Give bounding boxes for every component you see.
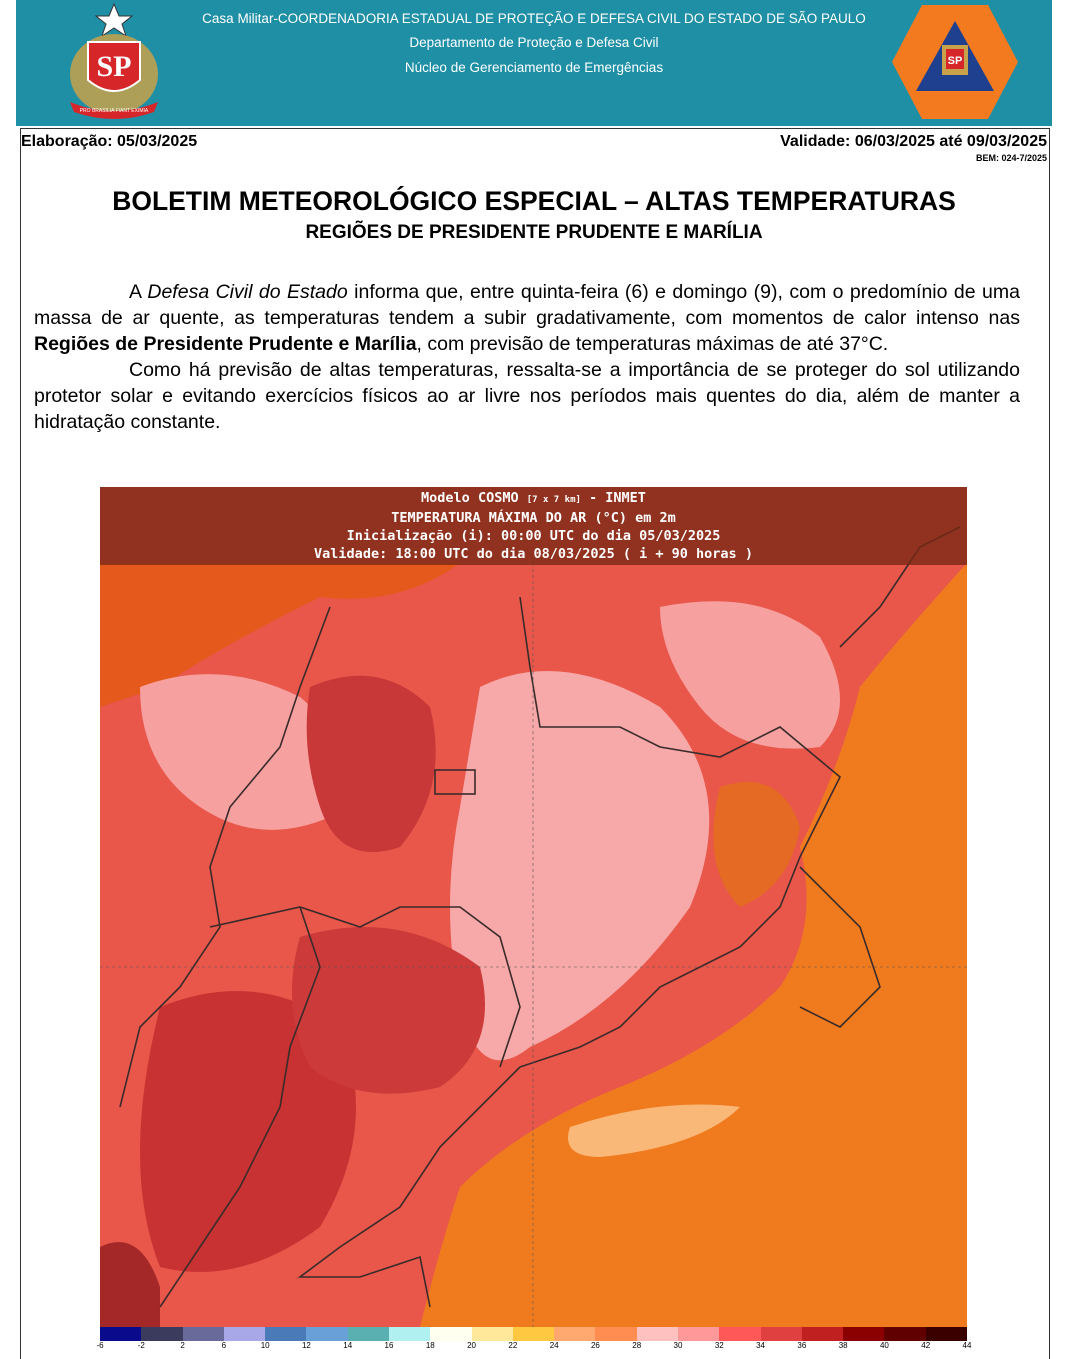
- scale-swatch: [678, 1327, 719, 1341]
- scale-swatch: [926, 1327, 967, 1341]
- svg-text:SP: SP: [96, 50, 132, 83]
- scale-swatch: [554, 1327, 595, 1341]
- scale-tick: 38: [838, 1341, 848, 1350]
- scale-tick: 18: [425, 1341, 435, 1350]
- map-image: [100, 487, 967, 1327]
- validade-date: Validade: 06/03/2025 até 09/03/2025: [780, 133, 1047, 150]
- scale-tick: 10: [260, 1341, 270, 1350]
- scale-swatch: [389, 1327, 430, 1341]
- temperature-color-scale: [100, 1327, 967, 1341]
- bulletin-number: BEM: 024-7/2025: [975, 153, 1047, 163]
- scale-tick: -6: [96, 1341, 104, 1350]
- scale-swatch: [141, 1327, 182, 1341]
- scale-swatch: [100, 1327, 141, 1341]
- bulletin-body: [34, 279, 1020, 435]
- scale-tick: -2: [137, 1341, 145, 1350]
- scale-swatch: [513, 1327, 554, 1341]
- header-line-3: Núcleo de Gerenciamento de Emergências: [404, 60, 664, 75]
- scale-tick: 12: [301, 1341, 311, 1350]
- header-banner: [16, 0, 1052, 126]
- defesa-civil-logo-icon: [890, 3, 1020, 121]
- scale-tick: 42: [921, 1341, 931, 1350]
- elaboracao-date: Elaboração: 05/03/2025: [21, 133, 198, 150]
- scale-swatch: [348, 1327, 389, 1341]
- header-line-1: Casa Militar-COORDENADORIA ESTADUAL DE PROTEÇÃO E DEFESA CIVIL DO ESTADO DE SÃO PAULO: [202, 11, 866, 26]
- scale-tick: 28: [632, 1341, 642, 1350]
- page-subtitle: REGIÕES DE PRESIDENTE PRUDENTE E MARÍLIA: [305, 222, 763, 243]
- scale-swatch: [430, 1327, 471, 1341]
- scale-tick: 36: [797, 1341, 807, 1350]
- scale-swatch: [595, 1327, 636, 1341]
- map-caption: Modelo COSMO [7 x 7 km] - INMET TEMPERATURA MÁXIMA DO AR (°C) em 2m Inicialização (i): 00:00 UTC do dia 05/03/2025 Validade: 18:00 UTC do dia 08/03/2025 ( i + 90 horas ): [100, 487, 967, 565]
- scale-tick: 6: [221, 1341, 227, 1350]
- paragraph-1: A Defesa Civil do Estado informa que, entre quinta-feira (6) e domingo (9), com o predomínio de uma massa de ar quente, as temperaturas tendem a subir gradativamente, com momentos de calor intenso nas Regiões de Presidente Prudente e Marília, com previsão de temperaturas máximas de até 37°C.: [34, 281, 1020, 355]
- scale-swatch: [884, 1327, 925, 1341]
- scale-tick: 26: [590, 1341, 600, 1350]
- scale-tick: 44: [962, 1341, 972, 1350]
- svg-text:SP: SP: [947, 55, 963, 67]
- scale-tick: 24: [549, 1341, 559, 1350]
- page-title: BOLETIM METEOROLÓGICO ESPECIAL – ALTAS TEMPERATURAS: [112, 186, 956, 216]
- scale-tick: 30: [673, 1341, 683, 1350]
- scale-tick-labels: [96, 1341, 972, 1353]
- scale-tick: 22: [508, 1341, 518, 1350]
- scale-swatch: [637, 1327, 678, 1341]
- scale-swatch: [183, 1327, 224, 1341]
- scale-tick: 2: [180, 1341, 185, 1350]
- scale-swatch: [843, 1327, 884, 1341]
- scale-tick: 20: [467, 1341, 477, 1350]
- scale-swatch: [719, 1327, 760, 1341]
- scale-tick: 14: [343, 1341, 353, 1350]
- scale-tick: 40: [879, 1341, 889, 1350]
- scale-tick: 16: [384, 1341, 394, 1350]
- scale-tick: 34: [756, 1341, 766, 1350]
- svg-text:PRO BRASILIA FIANT EXIMIA: PRO BRASILIA FIANT EXIMIA: [79, 108, 149, 114]
- header-line-2: Departamento de Proteção e Defesa Civil: [409, 35, 659, 50]
- scale-swatch: [802, 1327, 843, 1341]
- scale-swatch: [224, 1327, 265, 1341]
- scale-swatch: [472, 1327, 513, 1341]
- scale-swatch: [265, 1327, 306, 1341]
- scale-swatch: [761, 1327, 802, 1341]
- scale-swatch: [306, 1327, 347, 1341]
- temperature-forecast-map: [100, 487, 967, 1327]
- scale-tick: 32: [714, 1341, 724, 1350]
- paragraph-2: Como há previsão de altas temperaturas, ressalta-se a importância de se proteger do sol utilizando protetor solar e evitando exercícios físicos ao ar livre nos períodos mais quentes do dia, além de manter a hidratação constante.: [34, 359, 1020, 433]
